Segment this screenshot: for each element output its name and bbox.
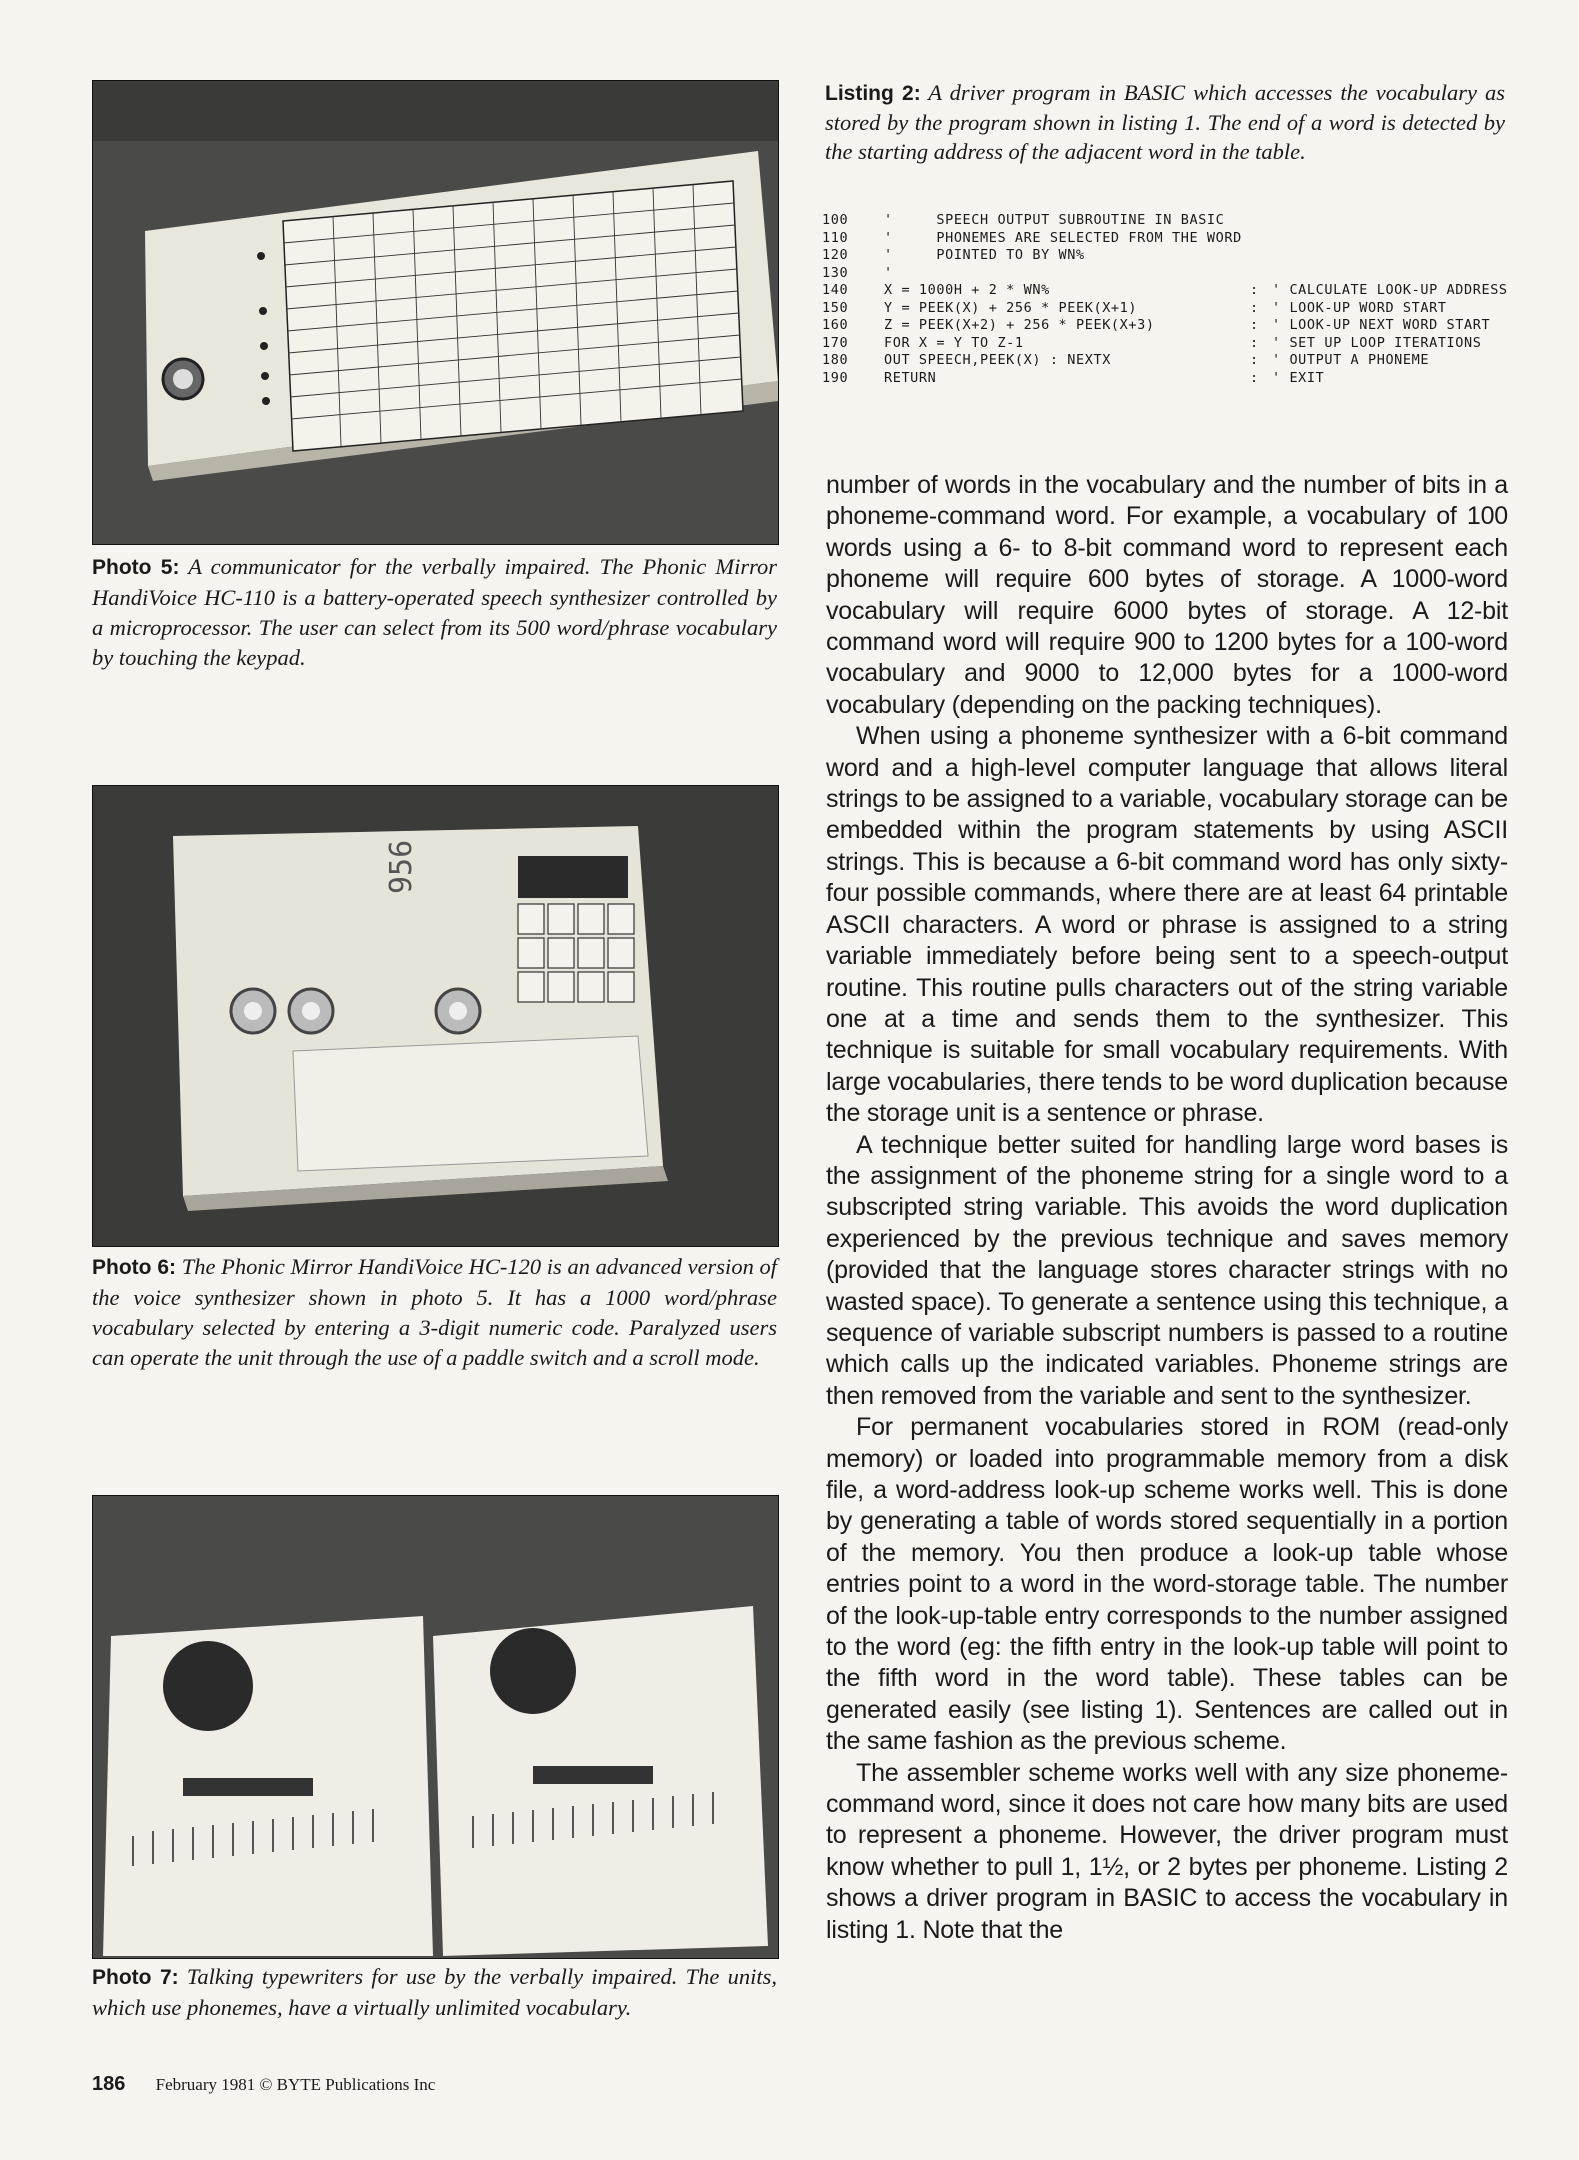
- line-separator: :: [1250, 282, 1259, 298]
- line-number: 170: [822, 334, 849, 351]
- line-separator: [1250, 230, 1272, 248]
- line-code: Z = PEEK(X+2) + 256 * PEEK(X+3): [884, 317, 1155, 333]
- line-comment: ' LOOK-UP WORD START: [1272, 299, 1447, 316]
- photo-6-text: The Phonic Mirror HandiVoice HC-120 is an advanced version of the voice synthesizer shown in photo 5. It has a 1000 word/phrase vocabulary selected by entering a 3-digit numeric code. Paralyzed users can operate the unit through the use of a paddle switch and a scroll mode.: [92, 1254, 777, 1370]
- line-code: Y = PEEK(X) + 256 * PEEK(X+1): [884, 299, 1138, 316]
- line-code: ' POINTED TO BY WN%: [884, 247, 1085, 263]
- line-separator: :: [1250, 334, 1259, 351]
- listing-2-text: A driver program in BASIC which accesses the vocabulary as stored by the program shown in listing 1. The end of a word is detected by the starting address of the adjacent word in the table.: [825, 80, 1505, 164]
- photo-7-label: Photo 7:: [92, 1966, 179, 1989]
- line-comment: ' CALCULATE LOOK-UP ADDRESS: [1272, 282, 1508, 298]
- body-paragraph-4: For permanent vocabularies stored in ROM (read-only memory) or loaded into programmable memory from a disk file, a word-address look-up scheme works well. This is done by generating a table of words stored sequentially in a portion of the memory. You then produce a look-up table whose entries point to a word in the word-storage table. The number of the look-up-table entry corresponds to the number assigned to the word (eg: the fifth entry in the look-up table will point to the fifth word in the word table). These tables can be generated easily (see listing 1). Sentences are called out in the same fashion as the previous scheme.: [826, 1413, 1508, 1756]
- photo-5-label: Photo 5:: [92, 556, 180, 579]
- line-number: 130: [822, 264, 849, 281]
- code-line: [822, 212, 1522, 230]
- footer-credit: February 1981 © BYTE Publications Inc: [155, 2075, 436, 2094]
- line-code: FOR X = Y TO Z-1: [884, 334, 1024, 351]
- page-footer: [92, 2073, 435, 2096]
- photo-6-caption: [92, 1252, 777, 1373]
- body-paragraph-5: The assembler scheme works well with any size phoneme-command word, since it does not care how many bits are used to represent a phoneme. However, the driver program must know whether to pull 1, 1½, or 2 bytes per phoneme. Listing 2 shows a driver program in BASIC to access the vocabulary in listing 1. Note that the: [826, 1758, 1508, 1944]
- code-line: [822, 317, 1522, 335]
- code-line: [822, 335, 1522, 353]
- line-separator: [1250, 247, 1272, 265]
- code-line: [822, 230, 1522, 248]
- line-number: 110: [822, 229, 849, 246]
- photo-6-image: [92, 785, 779, 1247]
- listing-2-caption: [825, 78, 1505, 166]
- body-paragraph-1: number of words in the vocabulary and the number of bits in a phoneme-command word. For example, a vocabulary of 100 words using a 6- to 8-bit command word to represent each phoneme will require 600 bytes of storage. A 1000-word vocabulary will require 6000 bytes of storage. A 12-bit command word will require 900 to 1200 bytes for a 100-word vocabulary and 9000 to 12,000 bytes for a 1000-word vocabulary (depending on the packing techniques).: [826, 471, 1508, 719]
- code-line: [822, 352, 1522, 370]
- line-code: ' SPEECH OUTPUT SUBROUTINE IN BASIC: [884, 212, 1225, 228]
- line-comment: ' LOOK-UP NEXT WORD START: [1272, 317, 1491, 333]
- line-comment: ' OUTPUT A PHONEME: [1272, 352, 1430, 368]
- line-code: OUT SPEECH,PEEK(X) : NEXTX: [884, 352, 1111, 368]
- talking-typewriters-illustration: [93, 1496, 778, 1958]
- handivoice-hc110-illustration: [93, 81, 778, 544]
- line-comment: ' EXIT: [1272, 369, 1325, 386]
- line-separator: :: [1250, 317, 1259, 333]
- line-separator: :: [1250, 369, 1259, 386]
- article-body: [826, 470, 1508, 1946]
- code-line: [822, 370, 1522, 388]
- photo-7-image: [92, 1495, 779, 1959]
- photo-6-label: Photo 6:: [92, 1256, 177, 1279]
- handivoice-hc120-illustration: [93, 786, 778, 1246]
- listing-2-label: Listing 2:: [825, 82, 921, 105]
- line-number: 150: [822, 299, 849, 316]
- code-line: [822, 300, 1522, 318]
- line-number: 140: [822, 282, 849, 298]
- line-number: 190: [822, 369, 849, 386]
- line-code: X = 1000H + 2 * WN%: [884, 282, 1050, 298]
- page-number: 186: [92, 2073, 126, 2095]
- hc120-display-readout: 956: [384, 839, 419, 894]
- body-paragraph-3: A technique better suited for handling large word bases is the assignment of the phoneme string for a single word to a subscripted string variable. This avoids the word duplication experienced by the previous technique and saves memory (provided that the language stores character strings with no wasted space). To generate a sentence using this technique, a sequence of variable subscript numbers is passed to a routine which calls up the indicated variables. Phoneme strings are then removed from the variable and sent to the synthesizer.: [826, 1130, 1508, 1410]
- photo-5-text: A communicator for the verbally impaired. The Phonic Mirror HandiVoice HC-110 is a battery-operated speech synthesizer controlled by a microprocessor. The user can select from its 500 word/phrase vocabulary by touching the keypad.: [92, 554, 777, 670]
- photo-7-text: Talking typewriters for use by the verbally impaired. The units, which use phonemes, have a virtually unlimited vocabulary.: [92, 1964, 777, 2020]
- photo-5-image: [92, 80, 779, 545]
- line-number: 180: [822, 352, 849, 368]
- body-paragraph-2: When using a phoneme synthesizer with a 6-bit command word and a high-level computer language that allows literal strings to be assigned to a variable, vocabulary storage can be embedded within the program statements by using ASCII strings. This is because a 6-bit command word has only sixty-four possible commands, where there are at least 64 printable ASCII characters. A word or phrase is assigned to a string variable immediately before being sent to a speech-output routine. This routine pulls characters out of the string variable one at a time and sends them to the synthesizer. This technique is suitable for small vocabulary requirements. With large vocabularies, there tends to be word duplication because the storage unit is a sentence or phrase.: [826, 722, 1508, 1128]
- line-separator: [1250, 265, 1272, 283]
- line-code: RETURN: [884, 369, 937, 386]
- line-separator: :: [1250, 299, 1259, 316]
- line-code: ': [884, 264, 893, 281]
- code-line: [822, 247, 1522, 265]
- code-line: [822, 282, 1522, 300]
- photo-7-caption: [92, 1962, 777, 2023]
- line-separator: [1250, 212, 1272, 230]
- line-separator: :: [1250, 352, 1259, 368]
- line-number: 120: [822, 247, 849, 263]
- line-number: 160: [822, 317, 849, 333]
- line-number: 100: [822, 212, 849, 228]
- photo-5-caption: [92, 552, 777, 673]
- code-line: [822, 265, 1522, 283]
- listing-2-code: [822, 212, 1522, 387]
- line-comment: ' SET UP LOOP ITERATIONS: [1272, 334, 1482, 351]
- line-code: ' PHONEMES ARE SELECTED FROM THE WORD: [884, 229, 1242, 246]
